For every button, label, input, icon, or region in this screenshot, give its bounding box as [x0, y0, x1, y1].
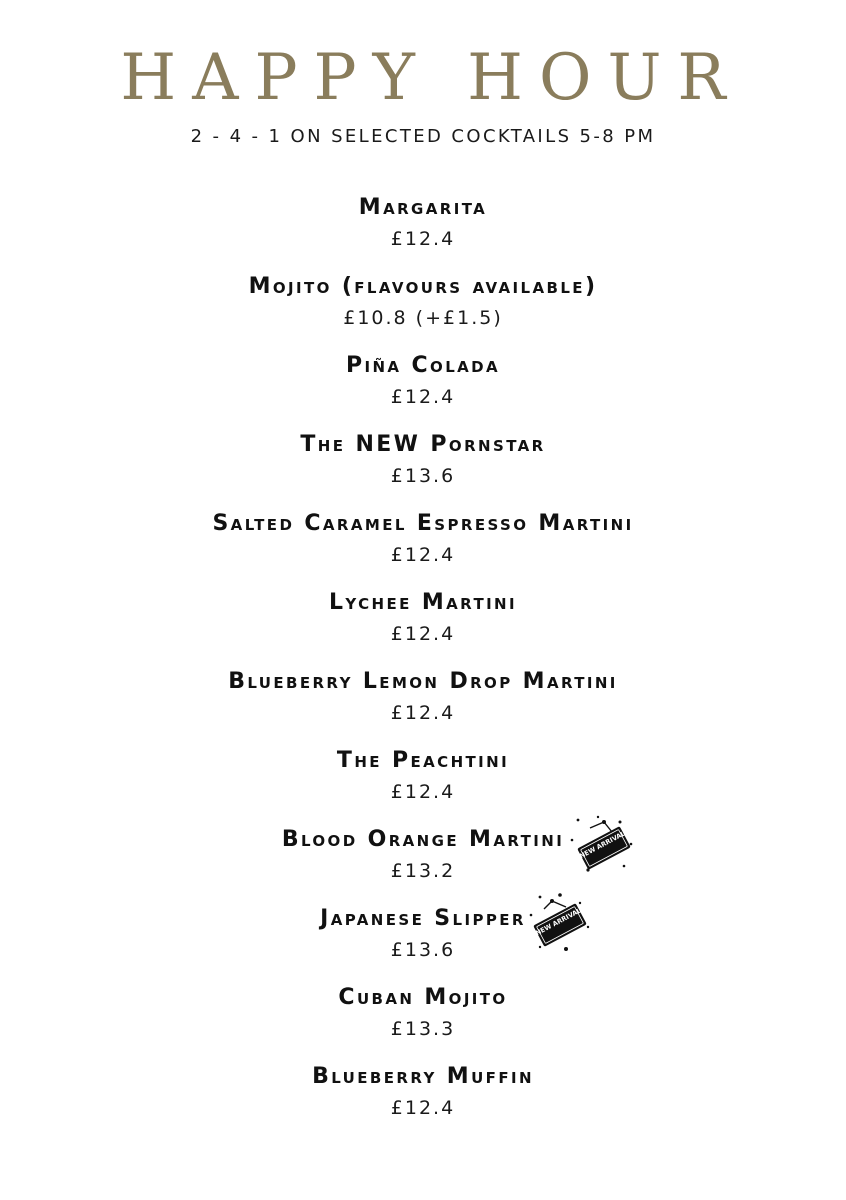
- svg-text:NEW ARRIVAL: NEW ARRIVAL: [578, 829, 627, 861]
- menu-item: [0, 589, 846, 668]
- menu-item: [0, 1063, 846, 1142]
- item-price: £13.6: [390, 465, 456, 487]
- item-name: Japanese Slipper: [320, 906, 526, 931]
- item-price: £13.6: [390, 939, 456, 961]
- menu-item: [0, 352, 846, 431]
- svg-text:NEW ARRIVAL: NEW ARRIVAL: [534, 906, 583, 938]
- menu-item: [0, 905, 846, 984]
- item-price: £12.4: [390, 781, 456, 803]
- new-arrival-sign-icon: [568, 814, 636, 874]
- item-price: £12.4: [390, 386, 456, 408]
- item-name: Piña Colada: [345, 353, 501, 378]
- item-name: Cuban Mojito: [338, 985, 508, 1010]
- item-price: £13.2: [390, 860, 456, 882]
- item-name: Blood Orange Martini: [281, 827, 565, 852]
- menu-item: [0, 273, 846, 352]
- item-price: £12.4: [390, 544, 456, 566]
- menu-item: [0, 194, 846, 273]
- menu-item: [0, 431, 846, 510]
- cocktail-list: [0, 194, 846, 1142]
- new-arrival-sign-icon: [526, 893, 594, 953]
- menu-item: [0, 510, 846, 589]
- item-name: The Peachtini: [336, 748, 510, 773]
- item-price: £12.4: [390, 228, 456, 250]
- item-name: Margarita: [358, 195, 488, 220]
- item-price: £10.8 (+£1.5): [343, 307, 503, 329]
- item-price: £12.4: [390, 702, 456, 724]
- menu-item: [0, 984, 846, 1063]
- menu-item: [0, 826, 846, 905]
- item-name: Mojito (flavours available): [248, 274, 598, 299]
- item-price: £12.4: [390, 623, 456, 645]
- item-name: Salted Caramel Espresso Martini: [212, 511, 634, 536]
- item-price: £12.4: [390, 1097, 456, 1119]
- item-name: Lychee Martini: [329, 590, 517, 615]
- menu-item: [0, 668, 846, 747]
- page-subtitle: 2 - 4 - 1 ON SELECTED COCKTAILS 5-8 PM: [190, 126, 656, 147]
- menu-item: [0, 747, 846, 826]
- item-name: The NEW Pornstar: [300, 432, 546, 457]
- item-name: Blueberry Muffin: [312, 1064, 534, 1089]
- item-price: £13.3: [390, 1018, 456, 1040]
- page-title: HAPPY HOUR: [120, 41, 742, 115]
- item-name: Blueberry Lemon Drop Martini: [228, 669, 618, 694]
